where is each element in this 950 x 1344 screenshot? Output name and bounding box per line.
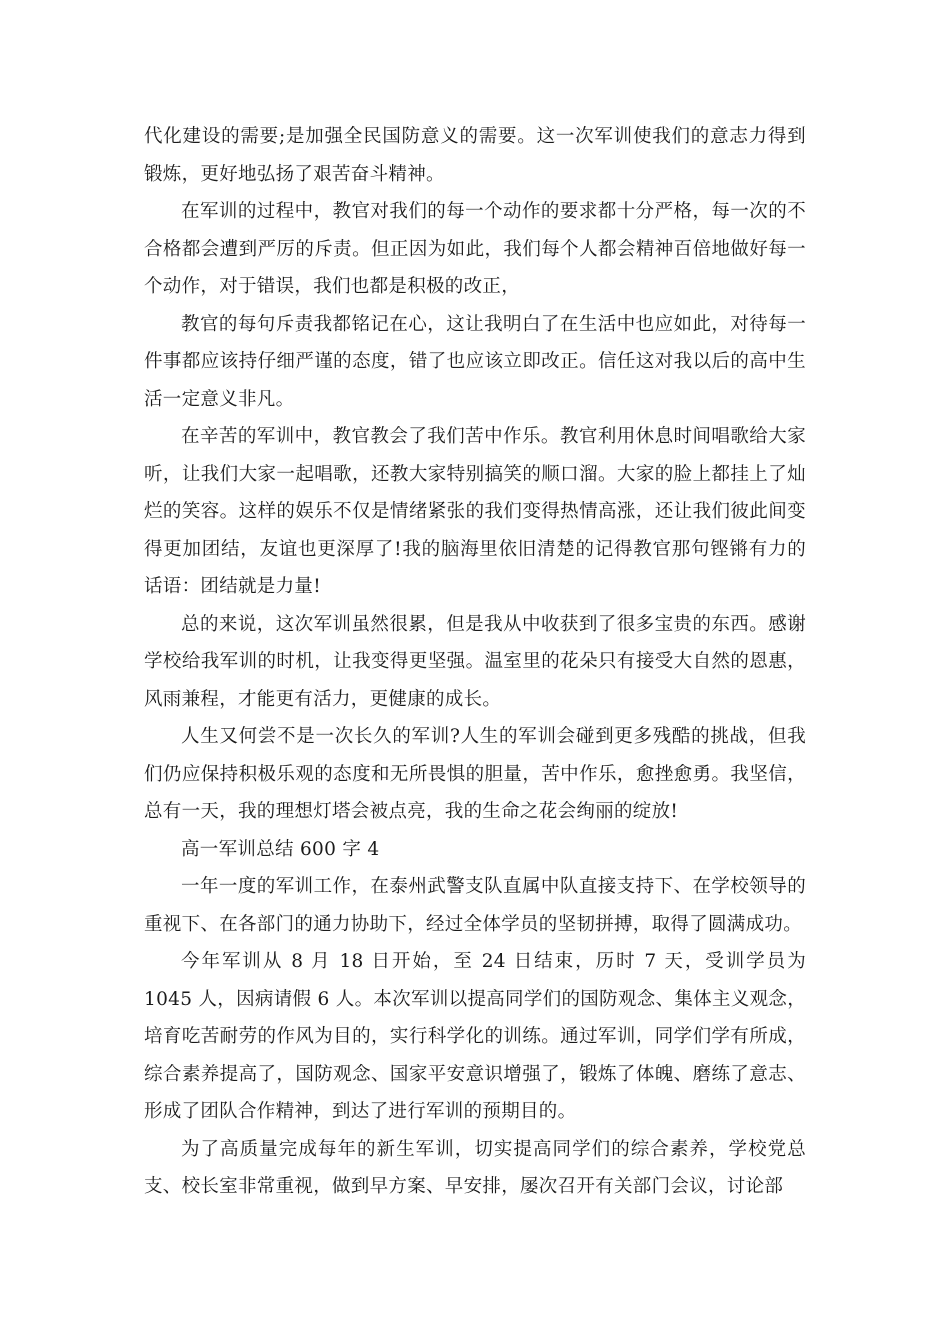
paragraph-3: 教官的每句斥责我都铭记在心，这让我明白了在生活中也应如此，对待每一件事都应该持仔细严谨的态度，错了也应该立即改正。信任这对我以后的高中生活一定意义非凡。 [144, 313, 806, 410]
section-paragraph-1: 一年一度的军训工作，在泰州武警支队直属中队直接支持下、在学校领导的重视下、在各部门的通力协助下，经过全体学员的坚韧拼搏，取得了圆满成功。 [144, 876, 806, 935]
paragraph-1: 代化建设的需要;是加强全民国防意义的需要。这一次军训使我们的意志力得到锻炼，更好地弘扬了艰苦奋斗精神。 [144, 126, 806, 185]
paragraph-2: 在军训的过程中，教官对我们的每一个动作的要求都十分严格，每一次的不合格都会遭到严厉的斥责。但正因为如此，我们每个人都会精神百倍地做好每一个动作，对于错误，我们也都是积极的改正， [144, 201, 806, 297]
section-paragraph-2: 今年军训从 8 月 18 日开始，至 24 日结束，历时 7 天，受训学员为 1045 人，因病请假 6 人。本次军训以提高同学们的国防观念、集体主义观念，培育吃苦耐劳的作风为目的，实行科学化的训练。通过军训，同学们学有所成，综合素养提高了，国防观念、国家平安意识增强了，锻炼了体魄、磨练了意志、形成了团队合作精神，到达了进行军训的预期目的。 [144, 951, 806, 1122]
section-paragraph-3: 为了高质量完成每年的新生军训，切实提高同学们的综合素养，学校党总支、校长室非常重视，做到早方案、早安排，屡次召开有关部门会议，讨论部 [144, 1138, 806, 1197]
document-page [144, 118, 806, 1206]
paragraph-5: 总的来说，这次军训虽然很累，但是我从中收获到了很多宝贵的东西。感谢学校给我军训的时机，让我变得更坚强。温室里的花朵只有接受大自然的恩惠，风雨兼程，才能更有活力，更健康的成长。 [144, 613, 806, 710]
paragraph-4: 在辛苦的军训中，教官教会了我们苦中作乐。教官利用休息时间唱歌给大家听，让我们大家一起唱歌，还教大家特别搞笑的顺口溜。大家的脸上都挂上了灿烂的笑容。这样的娱乐不仅是情绪紧张的我们变得热情高涨，还让我们彼此间变得更加团结，友谊也更深厚了!我的脑海里依旧清楚的记得教官那句铿锵有力的话语：团结就是力量! [144, 426, 806, 597]
section-heading: 高一军训总结 600 字 4 [181, 838, 380, 860]
paragraph-6: 人生又何尝不是一次长久的军训?人生的军训会碰到更多残酷的挑战，但我们仍应保持积极乐观的态度和无所畏惧的胆量，苦中作乐，愈挫愈勇。我坚信，总有一天，我的理想灯塔会被点亮，我的生命之花会绚丽的绽放! [144, 726, 806, 822]
